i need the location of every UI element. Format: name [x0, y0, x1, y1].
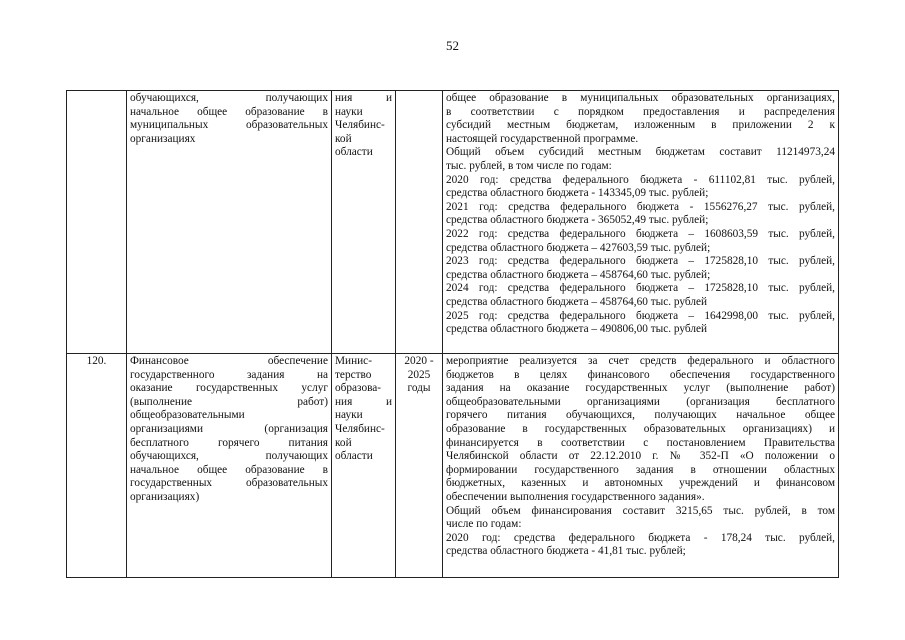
funding-line: настоящей государственной программе. [446, 132, 639, 145]
funding-line: горячего питания обучающихся, получающих начальное общее [446, 409, 835, 422]
executor-line: Минис- [335, 355, 372, 367]
funding-line: общее образование в муниципальных образовательных организациях, [446, 92, 835, 104]
funding-line: бюджетных, казенных и автономных учреждений и финансовом [446, 477, 835, 490]
funding-line: Челябинской области от 22.12.2010 г. № 352-П «О положении о [446, 450, 835, 463]
measure-name-line: (выполнение работ) [130, 395, 328, 408]
measure-name-line: начальное общее образование в [130, 463, 328, 476]
funding-line: 2025 год: средства федерального бюджета – 1642998,00 тыс. рублей, [446, 309, 835, 322]
funding-line: тыс. рублей, в том числе по годам: [446, 159, 612, 172]
funding-cell [443, 91, 839, 354]
funding-line: 2022 год: средства федерального бюджета – 1608603,59 тыс. рублей, [446, 227, 835, 240]
funding-line: 2020 год: средства федерального бюджета - 611102,81 тыс. рублей, [446, 173, 835, 186]
executor-line: Челябинс- [335, 422, 385, 435]
period-line: 2020 - [404, 355, 434, 367]
funding-line: задания на оказание государственных услуг (выполнение работ) [446, 382, 835, 395]
executor-line: области [335, 146, 373, 159]
measure-name-line: Финансовое обеспечение [130, 355, 328, 367]
funding-cell [443, 354, 839, 578]
funding-line: средства областного бюджета – 427603,59 тыс. рублей; [446, 241, 711, 254]
funding-line: 2020 год: средства федерального бюджета - 178,24 тыс. рублей, [446, 531, 835, 544]
executor-line: кой [335, 436, 352, 449]
funding-line: средства областного бюджета – 490806,00 тыс. рублей [446, 323, 708, 336]
funding-line: в соответствии с порядком предоставления и распределения [446, 105, 835, 118]
funding-line: Общий объем субсидий местным бюджетам составит 11214973,24 [446, 146, 835, 159]
funding-line: 2024 год: средства федерального бюджета – 1725828,10 тыс. рублей, [446, 282, 835, 295]
measure-name-line: муниципальных образовательных [130, 119, 328, 132]
measure-name-line: обучающихся, получающих [130, 450, 328, 463]
funding-line: средства областного бюджета - 143345,09 тыс. рублей; [446, 187, 709, 200]
measure-name-cell [127, 91, 332, 354]
funding-line: средства областного бюджета – 458764,60 тыс. рублей; [446, 268, 711, 281]
executor-line: кой [335, 132, 352, 145]
program-measures-table [66, 90, 839, 578]
funding-line: образование в государственных образовательных организациях) и [446, 422, 835, 435]
measure-name-line: общеобразовательными [130, 409, 245, 422]
executor-line: Челябинс- [335, 119, 385, 132]
measure-name-cell [127, 354, 332, 578]
funding-line: Общий объем финансирования составит 3215,65 тыс. рублей, в том [446, 504, 835, 517]
measure-name-line: организациях [130, 132, 196, 145]
table-row [67, 91, 839, 354]
funding-line: субсидий местным бюджетам, изложенным в приложении 2 к [446, 119, 835, 132]
row-number-cell [67, 91, 127, 354]
measure-name-line: обучающихся, получающих [130, 92, 328, 104]
period-line: годы [407, 382, 431, 395]
period-line: 2025 [407, 368, 431, 381]
funding-line: формировании государственного задания в отношении областных [446, 463, 835, 476]
executor-line: науки [335, 105, 363, 118]
period-cell [396, 354, 443, 578]
executor-line: науки [335, 409, 363, 422]
executor-line: ния и [335, 395, 392, 408]
funding-line: средства областного бюджета - 365052,49 тыс. рублей; [446, 214, 709, 227]
funding-line: 2021 год: средства федерального бюджета - 1556276,27 тыс. рублей, [446, 200, 835, 213]
measure-name-line: оказание государственных услуг [130, 382, 328, 395]
measure-name-line: организациями (организация [130, 422, 328, 435]
page-number: 52 [446, 38, 459, 53]
funding-line: бюджетов в целях финансового обеспечения государственного [446, 368, 835, 381]
measure-name-line: начальное общее образование в [130, 105, 328, 118]
table-row [67, 354, 839, 578]
executor-line: ния и [335, 92, 392, 104]
funding-line: средства областного бюджета - 41,81 тыс. рублей; [446, 545, 686, 558]
measure-name-line: государственных образовательных [130, 477, 328, 490]
measure-name-line: организациях) [130, 490, 200, 503]
funding-line: числе по годам: [446, 518, 522, 531]
funding-line: общеобразовательными организациями (организация бесплатного [446, 395, 835, 408]
executor-line: образова- [335, 382, 382, 395]
funding-line: финансируется в соответствии с постановлением Правительства [446, 436, 835, 449]
executor-cell [332, 354, 396, 578]
funding-line: мероприятие реализуется за счет средств федерального и областного [446, 355, 835, 367]
measure-name-line: государственного задания на [130, 368, 328, 381]
funding-line: 2023 год: средства федерального бюджета – 1725828,10 тыс. рублей, [446, 255, 835, 268]
row-number-cell: 120. [67, 354, 127, 578]
executor-line: терство [335, 368, 372, 381]
funding-line: средства областного бюджета – 458764,60 тыс. рублей [446, 295, 708, 308]
period-cell [396, 91, 443, 354]
funding-line: обеспечении выполнения государственного задания». [446, 490, 705, 503]
measure-name-line: бесплатного горячего питания [130, 436, 328, 449]
executor-line: области [335, 450, 373, 463]
executor-cell [332, 91, 396, 354]
